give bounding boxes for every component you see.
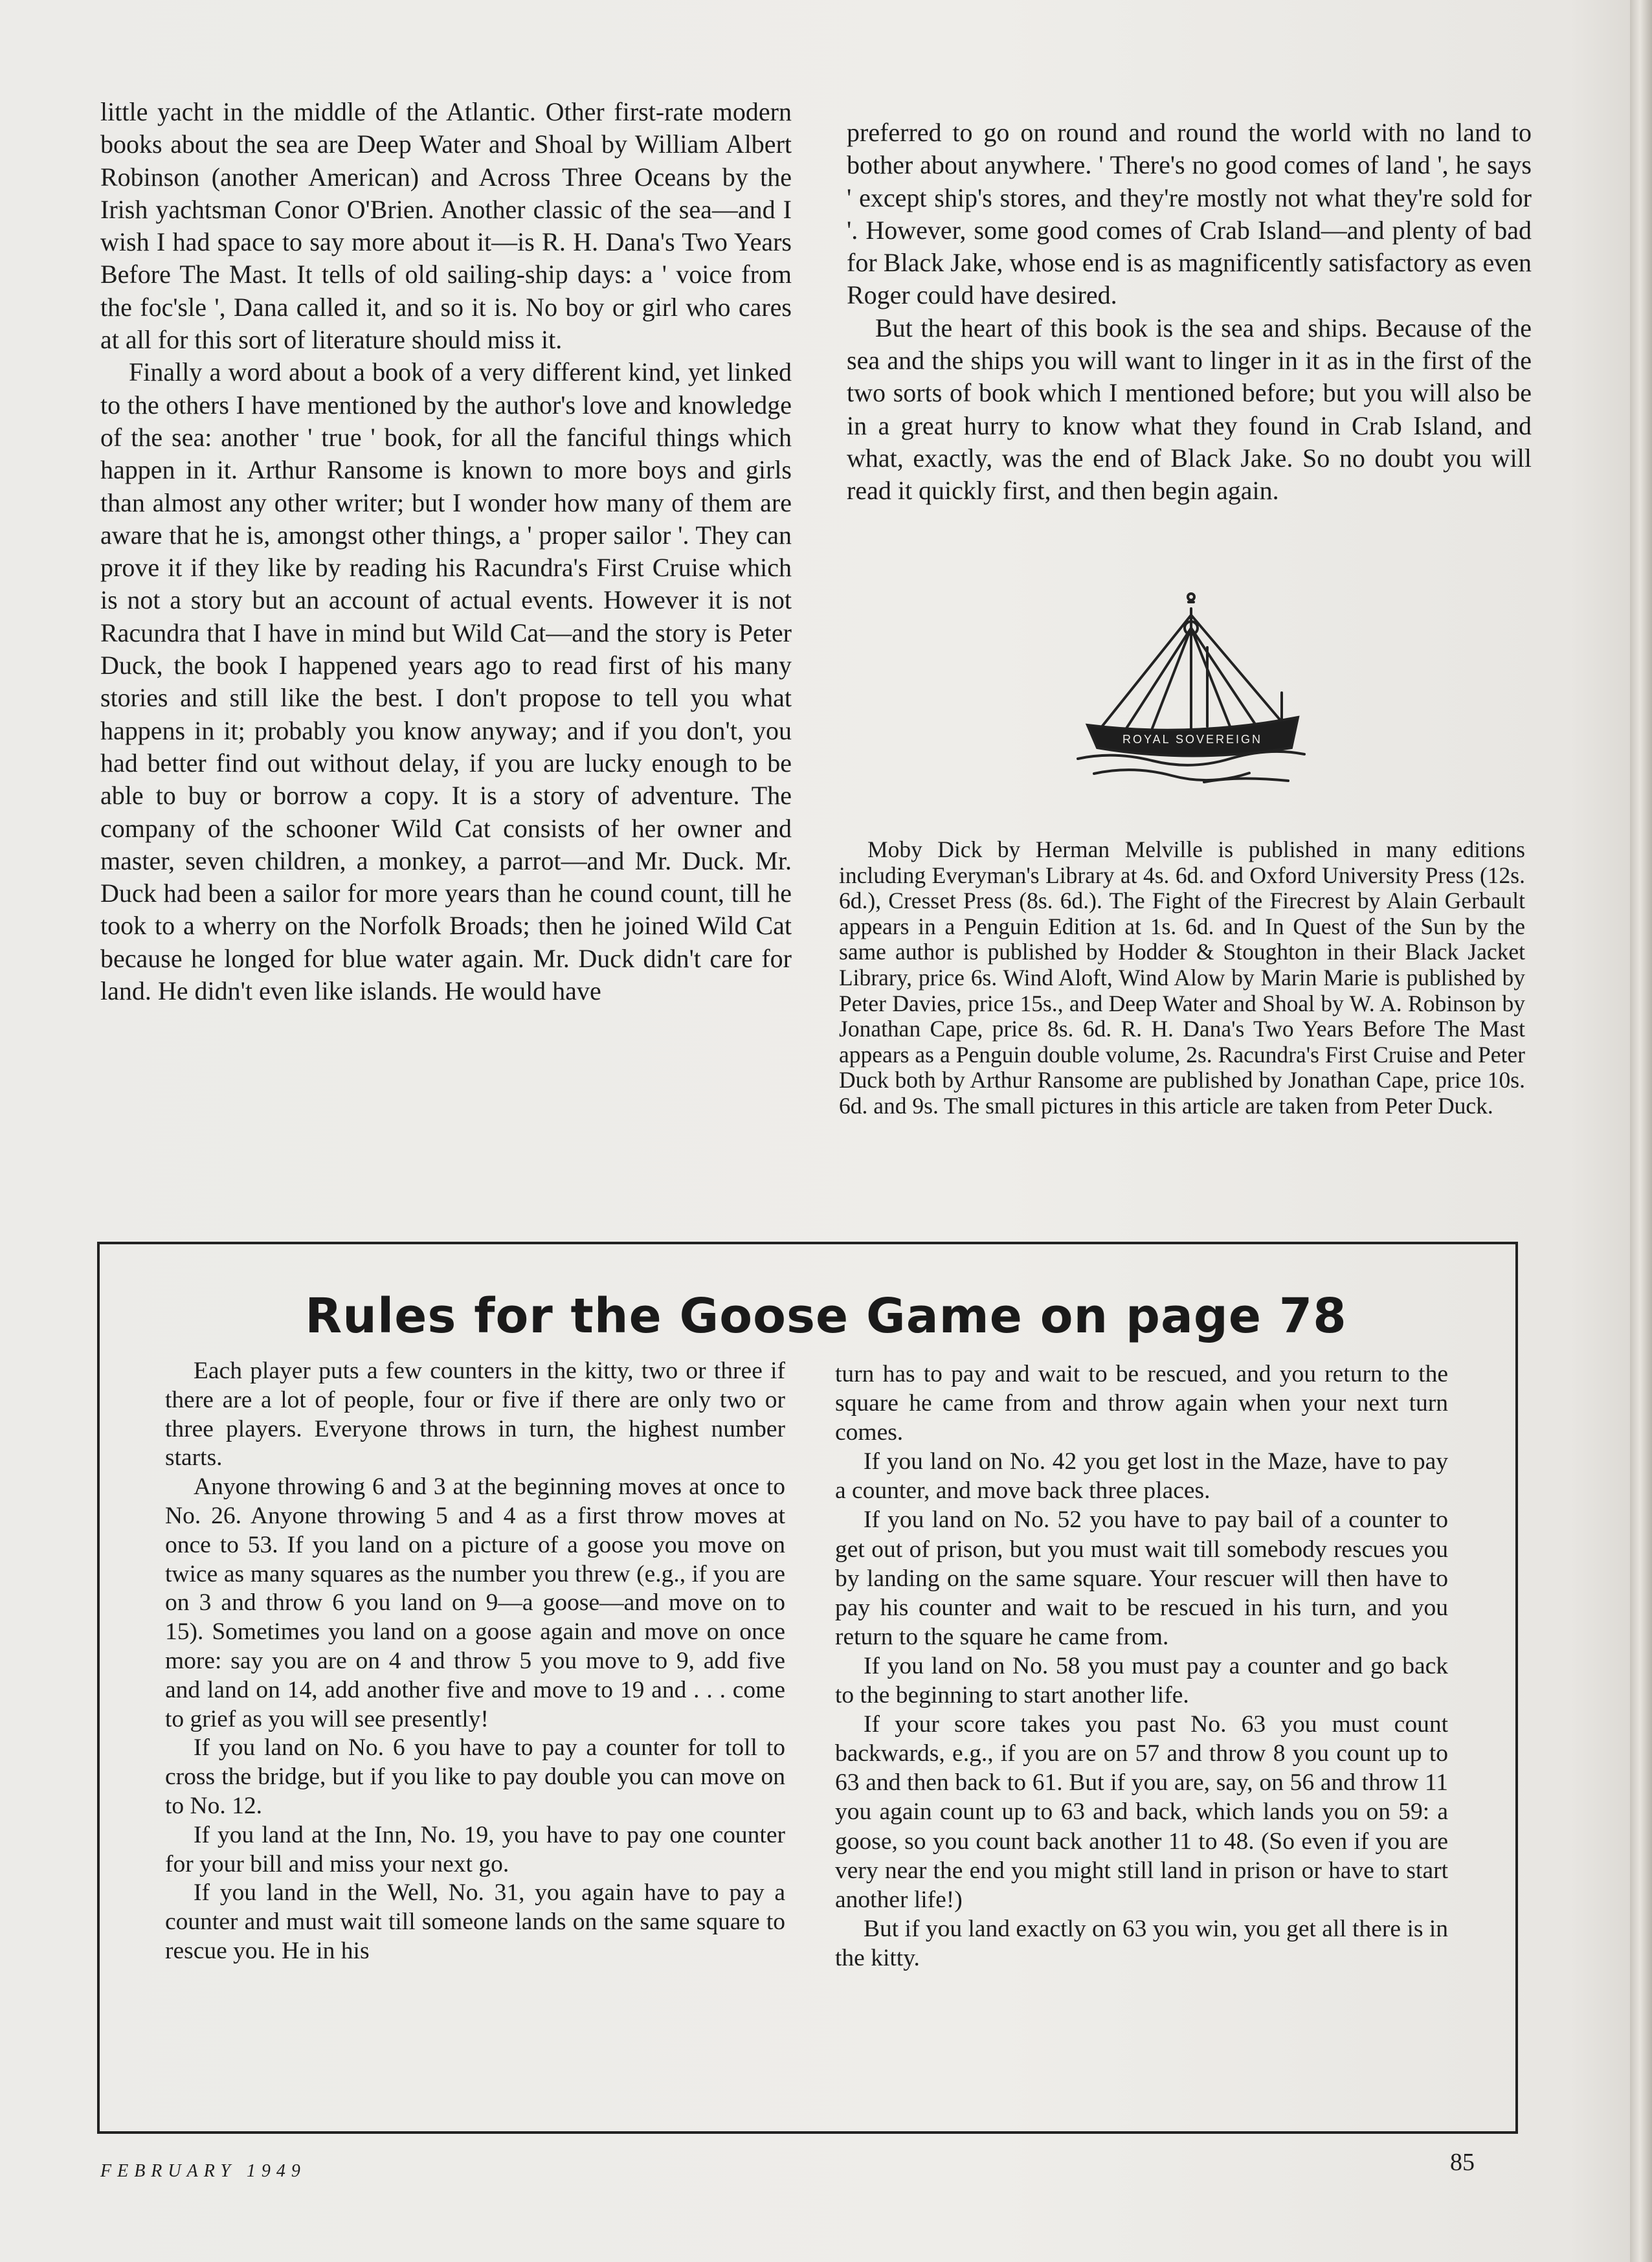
paragraph: little yacht in the middle of the Atlantic. Other first-rate modern books about the sea are Deep Water and Shoal by William Albert Robinson (another American) and Across Three Oceans by the Irish yachtsman Conor O'Brien. Another classic of the sea—and I wish I had space to say more about it—is R. H. Dana's Two Years Before The Mast. It tells of old sailing-ship days: a ' voice from the foc'sle ', Dana called it, and so it is. No boy or girl who cares at all for this sort of literature should miss it. bbox=[100, 97, 792, 355]
article-right-column bbox=[847, 117, 1532, 508]
paragraph: But the heart of this book is the sea and ships. Because of the sea and the ships you will want to linger in it as in the first of the two sorts of book which I mentioned before; but you will also be in a great hurry to know what they found in Crab Island, and what, exactly, was the end of Black Jake. So no doubt you will read it quickly first, and then begin again. bbox=[847, 313, 1532, 506]
page-number: 85 bbox=[1450, 2149, 1475, 2176]
rules-title: Rules for the Goose Game on page 78 bbox=[305, 1288, 1347, 1344]
paragraph: preferred to go on round and round the world with no land to bother about anywhere. ' There's no good comes of land ', he says ' except ship's stores, and they're mostly not what they're sold for '. However, some good comes of Crab Island—and plenty of bad for Black Jake, whose end is as magnificently satisfactory as even Roger could have desired. bbox=[847, 118, 1532, 310]
rule-paragraph: If your score takes you past No. 63 you must count backwards, e.g., if you are on 57 and throw 8 you count up to 63 and then back to 61. But if you are, say, on 56 and throw 11 you again count up to 63 and back, which lands you on 59: a goose, so you count back another 11 to 48. (So even if you are very near the end you might still land in prison or have to start another life!) bbox=[835, 1711, 1448, 1913]
page-edge bbox=[1630, 0, 1652, 2262]
rule-paragraph: turn has to pay and wait to be rescued, and you return to the square he came from and throw again when your next turn comes. bbox=[835, 1361, 1448, 1446]
article-left-column bbox=[100, 96, 792, 1007]
publication-note bbox=[839, 837, 1525, 1119]
rule-paragraph: If you land at the Inn, No. 19, you have to pay one counter for your bill and miss your next go. bbox=[165, 1821, 785, 1877]
rule-paragraph: But if you land exactly on 63 you win, you get all there is in the kitty. bbox=[835, 1915, 1448, 1971]
ship-name-label: ROYAL SOVEREIGN bbox=[1122, 733, 1263, 746]
issue-date: FEBRUARY 1949 bbox=[100, 2161, 306, 2181]
paragraph: Finally a word about a book of a very different kind, yet linked to the others I have mentioned by the author's love and knowledge of the sea: another ' true ' book, for all the fanciful things which happen in it. Arthur Ransome is known to more boys and girls than almost any other writer; but I wonder how many of them are aware that he is, amongst other things, a ' proper sailor '. They can prove it if they like by reading his Racundra's First Cruise which is not a story but an account of actual events. However it is not Racundra that I have in mind but Wild Cat—and the story is Peter Duck, the book I happened years ago to read first of his many stories and still like the best. I don't propose to tell you what happens in it; probably you know anyway; and if you don't, you had better find out without delay, if you are lucky enough to be able to buy or borrow a copy. It is a story of adventure. The company of the schooner Wild Cat consists of her owner and master, seven children, a monkey, a parrot—and Mr. Duck. Mr. Duck had been a sailor for more years than he cound count, till he took to a wherry on the Norfolk Broads; then he joined Wild Cat because he longed for blue water again. Mr. Duck didn't care for land. He didn't even like islands. He would have bbox=[100, 357, 792, 1006]
rule-paragraph: Each player puts a few counters in the kitty, two or three if there are a lot of people, four or five if there are only two or three players. Everyone throws in turn, the highest number starts. bbox=[165, 1358, 785, 1472]
rules-right-column bbox=[835, 1360, 1448, 1973]
rule-paragraph: If you land on No. 58 you must pay a counter and go back to the beginning to start another life. bbox=[835, 1652, 1448, 1709]
rule-paragraph: Anyone throwing 6 and 3 at the beginning moves at once to No. 26. Anyone throwing 5 and 4 as a first throw moves at once to 53. If you land on a picture of a goose you move on twice as many squares as the number you threw (e.g., if you are on 3 and throw 6 you land on 9—a goose—and move on to 15). Sometimes you land on a goose again and move on once more: say you are on 4 and throw 5 you move to 9, add five and land on 14, add another five and move to 19 and . . . come to grief as you will see presently! bbox=[165, 1473, 785, 1732]
paragraph: Moby Dick by Herman Melville is published in many editions including Everyman's Library at 4s. 6d. and Oxford University Press (12s. 6d.), Cresset Press (8s. 6d.). The Fight of the Firecrest by Alain Gerbault appears in a Penguin Edition at 1s. 6d. and In Quest of the Sun by the same author is published by Hodder & Stoughton in their Black Jacket Library, price 6s. Wind Aloft, Wind Alow by Marin Marie is published by Peter Davies, price 15s., and Deep Water and Shoal by W. A. Robinson by Jonathan Cape, price 8s. 6d. R. H. Dana's Two Years Before The Mast appears as a Penguin double volume, 2s. Racundra's First Cruise and Peter Duck both by Arthur Ransome are published by Jonathan Cape, price 10s. 6d. and 9s. The small pictures in this article are taken from Peter Duck. bbox=[839, 836, 1525, 1119]
rule-paragraph: If you land on No. 42 you get lost in the Maze, have to pay a counter, and move back three places. bbox=[835, 1448, 1448, 1505]
rules-left-column bbox=[165, 1357, 785, 1966]
rule-paragraph: If you land on No. 6 you have to pay a counter for toll to cross the bridge, but if you like to pay double you can move on to No. 12. bbox=[165, 1734, 785, 1819]
rule-paragraph: If you land on No. 52 you have to pay bail of a counter to get out of prison, but you must wait till somebody rescues you by landing on the same square. Your rescuer will then have to pay his counter and wait to be rescued in his turn, and you return to the square he came from. bbox=[835, 1506, 1448, 1650]
rule-paragraph: If you land in the Well, No. 31, you again have to pay a counter and must wait till someone lands on the same square to rescue you. He in his bbox=[165, 1879, 785, 1964]
lightship-illustration bbox=[1075, 589, 1308, 790]
